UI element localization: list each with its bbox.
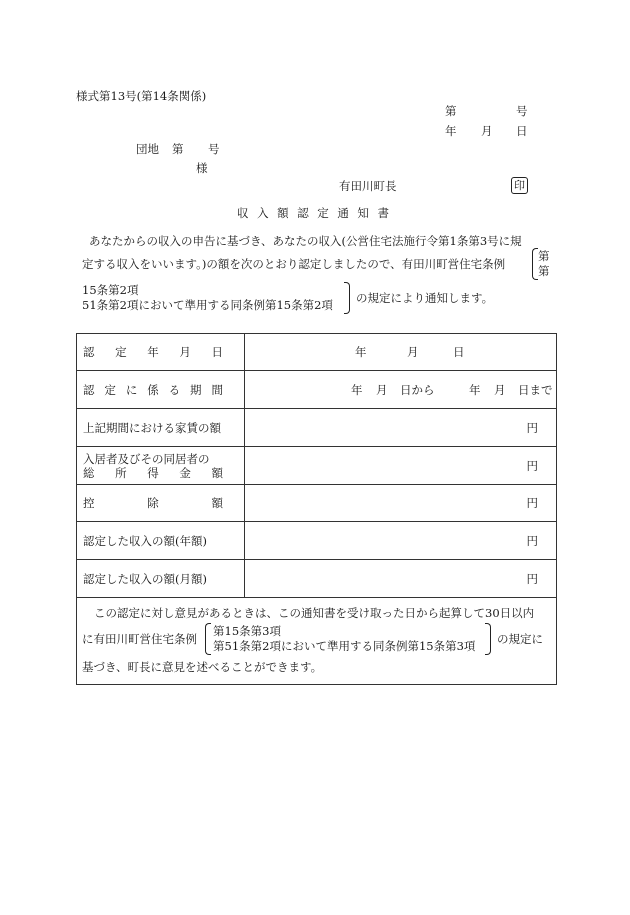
document-title: 収 入 額 認 定 通 知 書 — [237, 206, 389, 220]
table-row — [77, 560, 557, 598]
body-line-4: 51条第2項において準用する同条例第15条第2項 — [82, 298, 333, 312]
sender-name: 有田川町長 — [339, 179, 397, 193]
table-row — [77, 371, 557, 409]
body-line-1: あなたからの収入の申告に基づき、あなたの収入(公営住宅法施行令第1条第3号に規 — [89, 234, 522, 248]
addressee-number-prefix: 第 — [172, 142, 184, 156]
certification-table — [76, 333, 557, 685]
addressee-honorific: 様 — [196, 161, 208, 175]
deduction-value: 円 — [245, 485, 557, 522]
body-line-3: 15条第2項 — [82, 283, 139, 297]
table-row — [77, 485, 557, 522]
addressee-danchi: 団地 — [136, 142, 159, 156]
doc-number-prefix: 第 — [445, 104, 457, 118]
monthly-income-value: 円 — [245, 560, 557, 598]
certification-period-label: 認 定 に 係 る 期 間 — [77, 371, 245, 409]
certification-period-value: 年 月 日から 年 月 日まで — [245, 371, 557, 409]
table-row — [77, 598, 557, 685]
objection-notice — [77, 598, 557, 685]
annual-income-value: 円 — [245, 522, 557, 560]
notice-bracket-right — [485, 623, 491, 655]
monthly-income-label: 認定した収入の額(月額) — [77, 560, 245, 598]
date-year-label: 年 — [445, 124, 457, 138]
notice-option-2: 第51条第2項において準用する同条例第15条第3項 — [213, 639, 476, 653]
notice-option-1: 第15条第3項 — [213, 624, 281, 638]
seal-mark: 印 — [511, 177, 528, 194]
doc-number-suffix: 号 — [516, 104, 528, 118]
table-row — [77, 447, 557, 485]
body-bracket-option-2: 第 — [538, 264, 550, 278]
body-bracket-right — [344, 282, 350, 314]
table-row — [77, 409, 557, 447]
annual-income-label: 認定した収入の額(年額) — [77, 522, 245, 560]
table-row — [77, 522, 557, 560]
body-bracket-option-1: 第 — [538, 249, 550, 263]
date-day-label: 日 — [516, 124, 528, 138]
notice-bracket-left — [205, 623, 211, 655]
notice-line-2-tail: の規定に — [497, 632, 543, 646]
notice-line-1: この認定に対し意見があるときは、この通知書を受け取った日から起算して30日以内 — [94, 606, 535, 620]
notice-line-2-head: に有田川町営住宅条例 — [82, 632, 197, 646]
table-row — [77, 334, 557, 371]
form-number: 様式第13号(第14条関係) — [76, 89, 207, 103]
rent-amount-value: 円 — [245, 409, 557, 447]
body-line-4-tail: の規定により通知します。 — [356, 291, 494, 305]
body-line-2: 定する収入をいいます。)の額を次のとおり認定しましたので、有田川町営住宅条例 — [82, 257, 506, 271]
total-income-value: 円 — [245, 447, 557, 485]
deduction-label: 控 除 額 — [77, 485, 245, 522]
rent-amount-label: 上記期間における家賃の額 — [77, 409, 245, 447]
certification-date-value: 年 月 日 — [245, 334, 557, 371]
notice-line-3: 基づき、町長に意見を述べることができます。 — [82, 660, 323, 674]
total-income-label: 入居者及びその同居者の 総 所 得 金 額 — [77, 447, 245, 485]
addressee-number-suffix: 号 — [208, 142, 220, 156]
certification-date-label: 認 定 年 月 日 — [77, 334, 245, 371]
date-month-label: 月 — [481, 124, 493, 138]
